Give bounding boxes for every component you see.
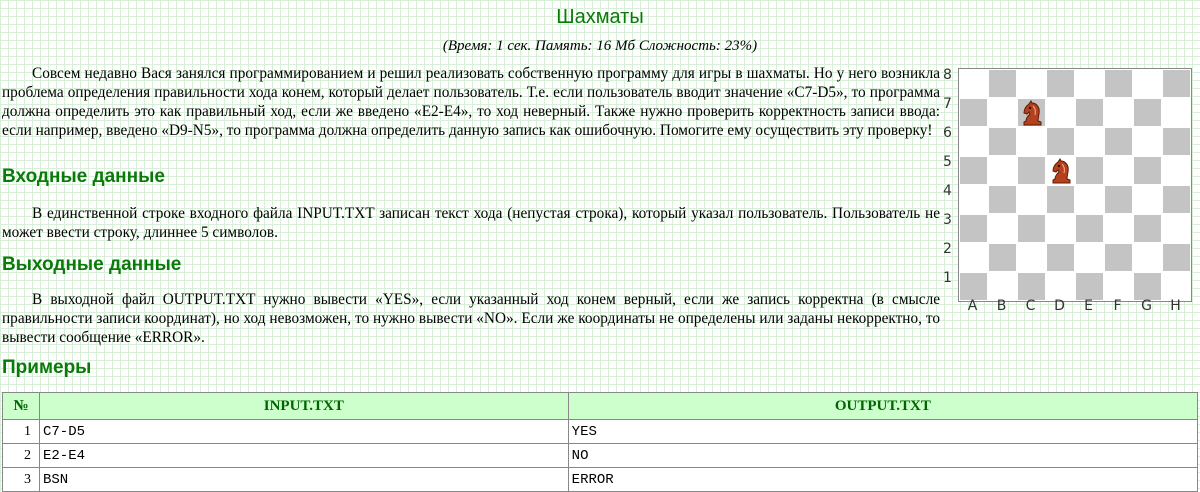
board-square — [1162, 272, 1191, 301]
board-square — [1017, 156, 1046, 185]
chess-board-figure — [940, 66, 1196, 318]
input-heading: Входные данные — [2, 166, 165, 187]
board-square — [1046, 98, 1075, 127]
row-output: NO — [568, 444, 1197, 468]
board-square — [1075, 98, 1104, 127]
board-square — [959, 243, 988, 272]
board-square — [959, 185, 988, 214]
row-input: BSN — [40, 468, 569, 492]
examples-heading: Примеры — [2, 357, 92, 378]
board-square — [1046, 69, 1075, 98]
output-heading: Выходные данные — [2, 254, 182, 275]
row-input: C7-D5 — [40, 420, 569, 444]
board-square — [1133, 185, 1162, 214]
board-square — [1162, 214, 1191, 243]
board-square — [1133, 243, 1162, 272]
board-square — [1046, 156, 1075, 185]
file-label: A — [967, 298, 978, 314]
file-label: E — [1084, 298, 1093, 314]
board-square — [1133, 98, 1162, 127]
board-square — [1046, 272, 1075, 301]
board-square — [1162, 127, 1191, 156]
board-square — [1046, 127, 1075, 156]
problem-limits: (Время: 1 сек. Память: 16 Мб Сложность: 23%) — [442, 38, 758, 54]
board-square — [1104, 272, 1133, 301]
board-square — [959, 214, 988, 243]
board-square — [1104, 214, 1133, 243]
row-input: E2-E4 — [40, 444, 569, 468]
board-square — [959, 69, 988, 98]
board-square — [1104, 98, 1133, 127]
board-square — [988, 214, 1017, 243]
file-label: B — [996, 298, 1007, 314]
board-square — [1104, 69, 1133, 98]
board-square — [959, 98, 988, 127]
examples-table — [2, 392, 1198, 492]
board-square — [1017, 127, 1046, 156]
table-row — [3, 420, 1198, 444]
board-square — [1133, 69, 1162, 98]
rank-label: 3 — [943, 212, 952, 228]
file-label: G — [1141, 298, 1152, 314]
file-label: F — [1113, 298, 1122, 314]
table-header-row — [3, 393, 1198, 420]
board-square — [1017, 98, 1046, 127]
header-number: № — [3, 393, 40, 420]
row-output: ERROR — [568, 468, 1197, 492]
rank-label: 1 — [943, 270, 952, 286]
file-labels — [958, 298, 1190, 314]
board-square — [1046, 214, 1075, 243]
output-text: В выходной файл OUTPUT.TXT нужно вывести «YES», если указанный ход конем верный, если же запись корректна (в смысле правильности записи координат), но ход невозможен, то нужно вывести «NO». Если же координаты не определены или заданы некорректно, то вывести сообщение «ERROR». — [2, 291, 940, 346]
row-number: 3 — [3, 468, 40, 492]
rank-label: 6 — [943, 125, 952, 141]
board-square — [1133, 127, 1162, 156]
board-square — [1133, 272, 1162, 301]
file-label: C — [1025, 298, 1036, 314]
board-square — [1162, 98, 1191, 127]
file-label: D — [1054, 298, 1065, 314]
rank-label: 2 — [943, 241, 952, 257]
board-square — [1104, 185, 1133, 214]
rank-label: 8 — [943, 67, 952, 83]
board-square — [988, 127, 1017, 156]
row-number: 2 — [3, 444, 40, 468]
table-row — [3, 468, 1198, 492]
board-square — [1075, 272, 1104, 301]
board-square — [1075, 214, 1104, 243]
rank-label: 4 — [943, 183, 952, 199]
input-text: В единственной строке входного файла INPUT.TXT записан текст хода (непустая строка), который указал пользователь. Пользователь не может ввести строку, длиннее 5 символов. — [2, 205, 940, 241]
board-square — [1162, 185, 1191, 214]
board-square — [1046, 243, 1075, 272]
file-label: H — [1170, 298, 1181, 314]
board-square — [959, 156, 988, 185]
row-output: YES — [568, 420, 1197, 444]
board-square — [1017, 214, 1046, 243]
board-square — [988, 156, 1017, 185]
board-square — [1162, 69, 1191, 98]
board-square — [1046, 185, 1075, 214]
board-square — [1075, 156, 1104, 185]
board-square — [1017, 69, 1046, 98]
board-square — [1075, 243, 1104, 272]
board-square — [1075, 127, 1104, 156]
board-square — [959, 127, 988, 156]
board-square — [1104, 127, 1133, 156]
row-number: 1 — [3, 420, 40, 444]
board-square — [959, 272, 988, 301]
rank-label: 5 — [943, 154, 952, 170]
board-square — [988, 243, 1017, 272]
board-square — [1162, 156, 1191, 185]
board-square — [1017, 243, 1046, 272]
board-square — [1162, 243, 1191, 272]
board-square — [988, 98, 1017, 127]
knight-icon — [1049, 158, 1074, 185]
header-input: INPUT.TXT — [40, 393, 569, 420]
board-square — [1104, 243, 1133, 272]
board-square — [1017, 185, 1046, 214]
table-row — [3, 444, 1198, 468]
problem-title: Шахматы — [556, 6, 644, 28]
statement-text: Совсем недавно Вася занялся программированием и решил реализовать собственную программу для игры в шахматы. Но у него возникла проблема определения правильности хода конем, который делает пользователь. Т.е. если пользователь вводит значение «C7-D5», то программа должна определить это как правильный ход, если же введено «E2-E4», то ход неверный. Также нужно проверить корректность записи ввода: если например, введено «D9-N5», то программа должна определить данную запись как ошибочную. Помогите ему осуществить эту проверку! — [2, 65, 940, 139]
chess-board — [958, 68, 1192, 302]
board-square — [1104, 156, 1133, 185]
rank-label: 7 — [943, 96, 952, 112]
board-square — [988, 69, 1017, 98]
board-square — [1075, 69, 1104, 98]
board-square — [988, 185, 1017, 214]
header-output: OUTPUT.TXT — [568, 393, 1197, 420]
board-square — [1133, 156, 1162, 185]
board-square — [988, 272, 1017, 301]
board-square — [1017, 272, 1046, 301]
board-square — [1075, 185, 1104, 214]
board-square — [1133, 214, 1162, 243]
knight-icon — [1020, 100, 1045, 127]
